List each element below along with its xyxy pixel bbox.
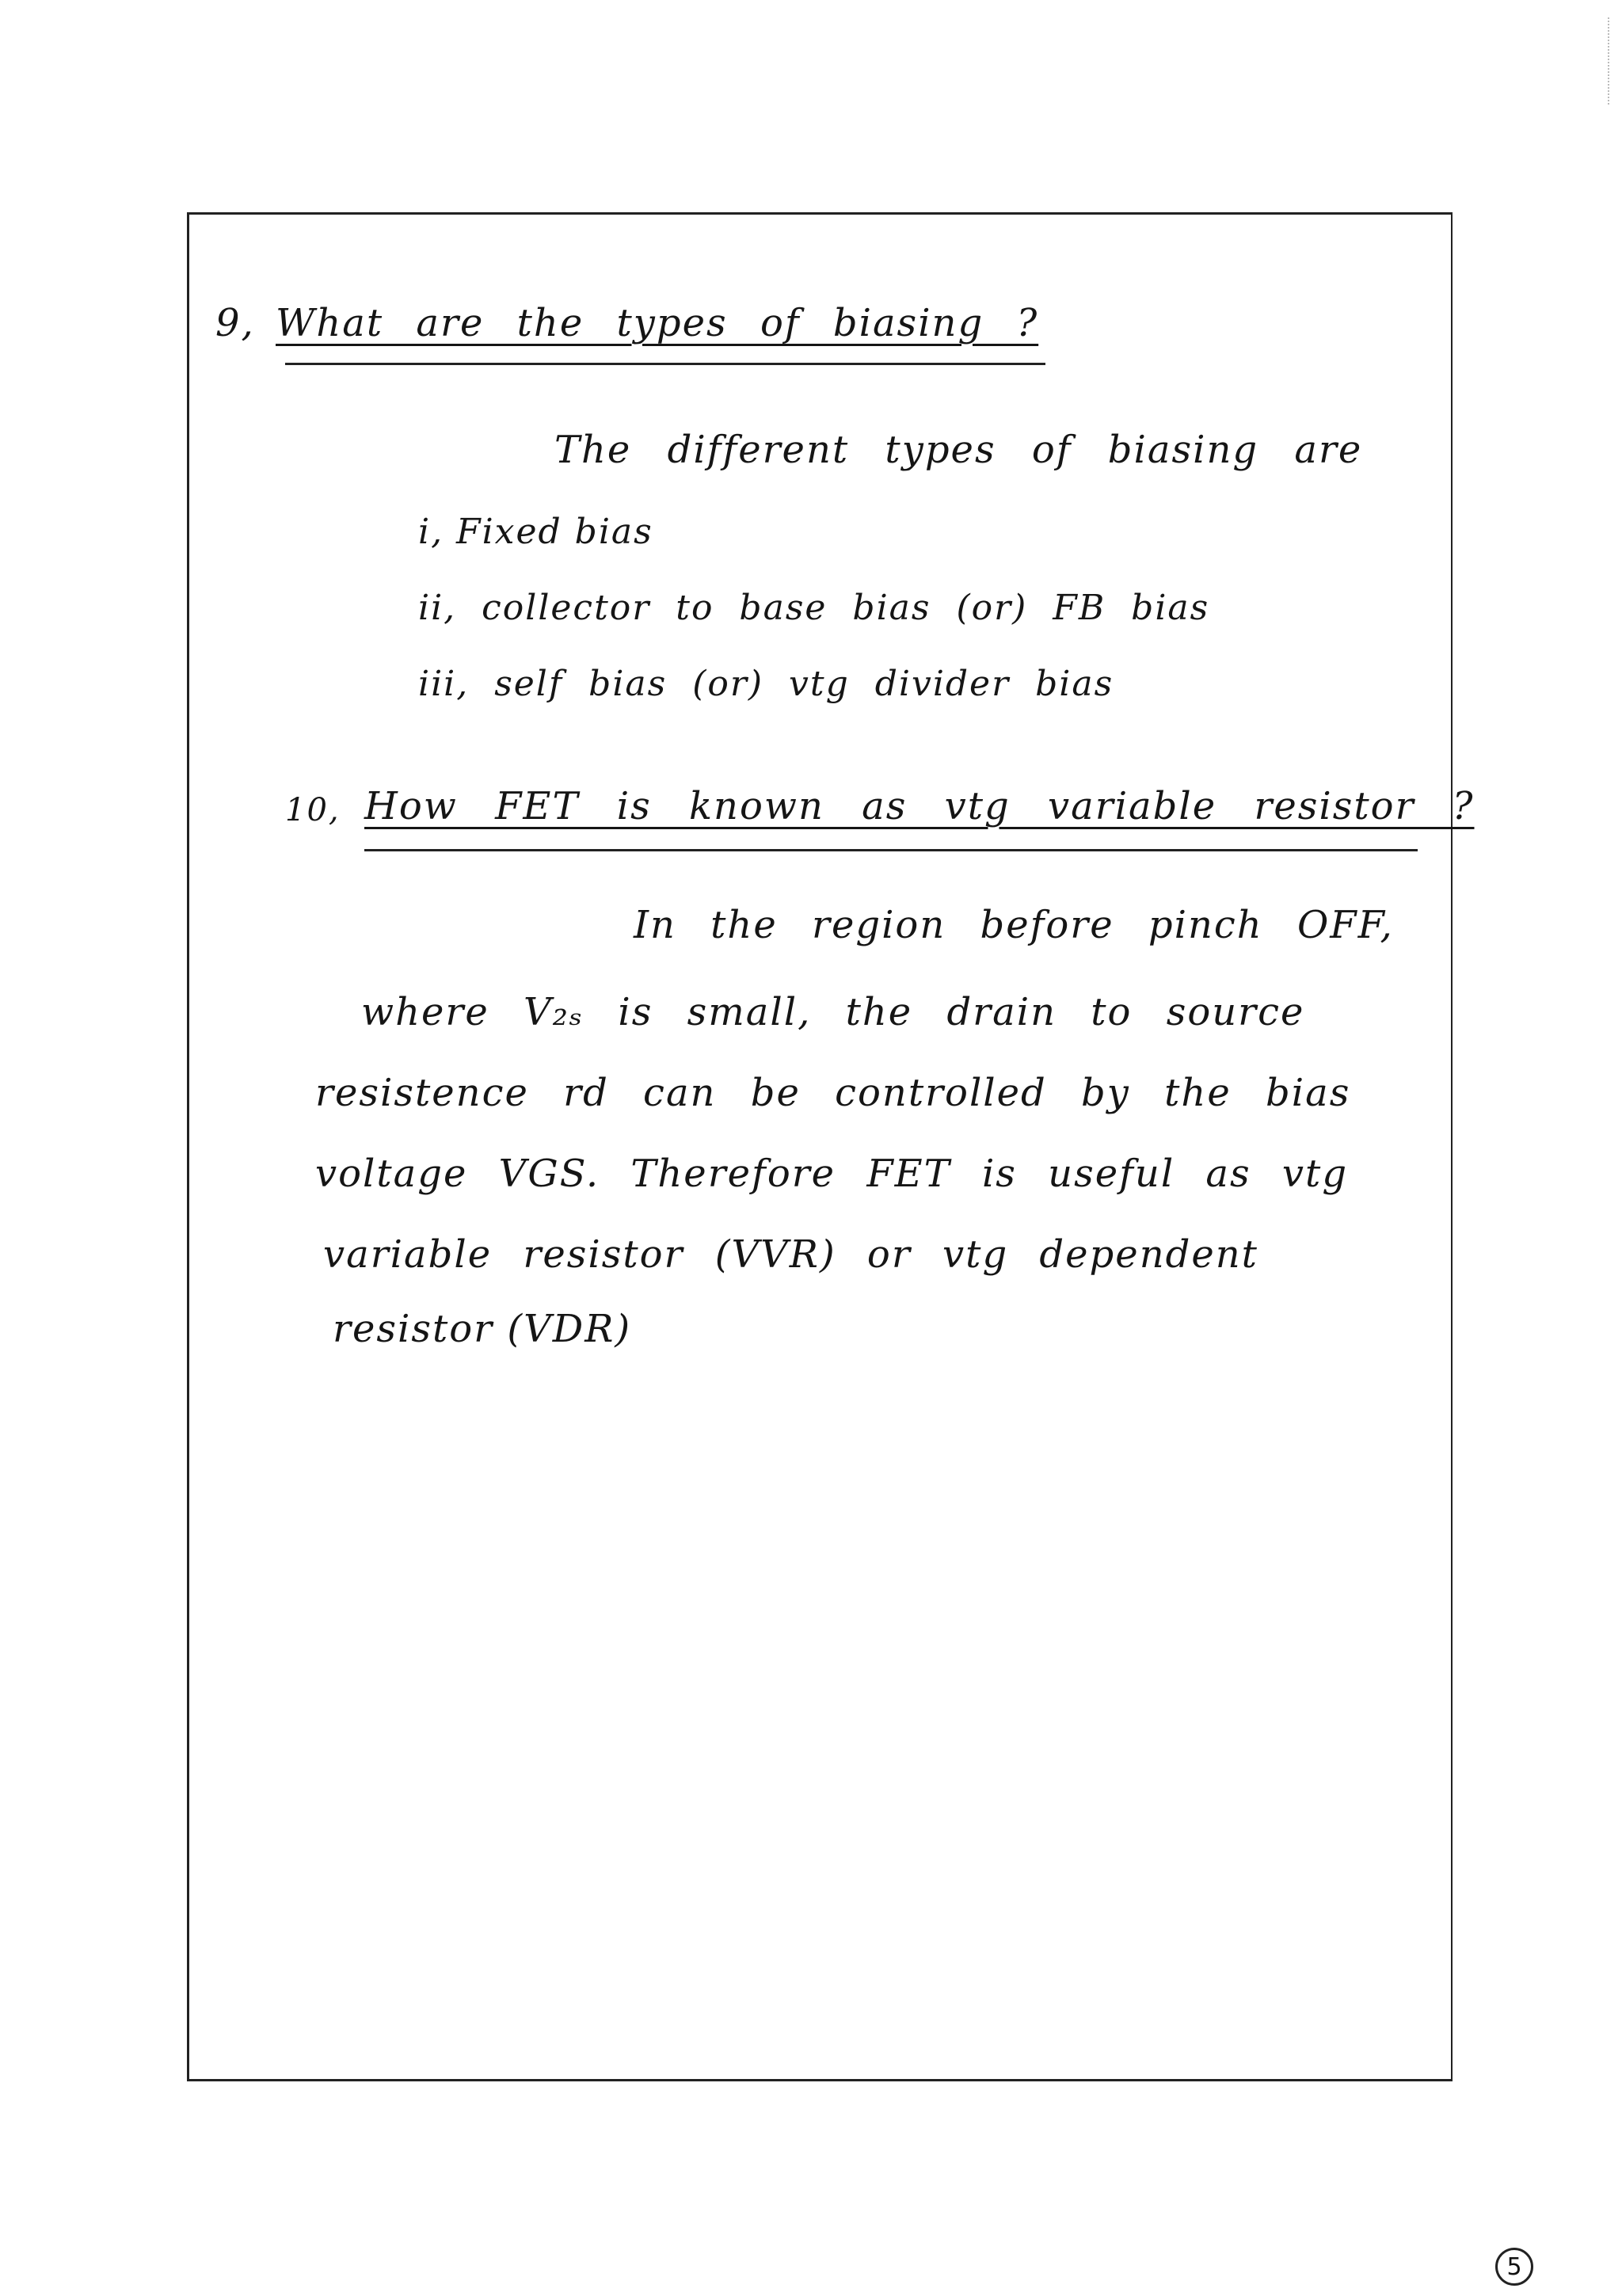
page-number-badge: 5	[1495, 2248, 1533, 2286]
answer-10-line-1: In the region before pinch OFF,	[634, 903, 1394, 947]
question-9-intro: The different types of biasing are	[554, 428, 1363, 472]
question-10-text: How FET is known as vtg variable resistor ?	[364, 784, 1475, 828]
answer-10-line-6: resistor (VDR)	[333, 1307, 632, 1351]
answer-10-line-2: where V₂ₛ is small, the drain to source	[361, 990, 1305, 1034]
question-9-number: 9,	[215, 301, 255, 345]
answer-10-line-5: variable resistor (VVR) or vtg dependent	[323, 1232, 1258, 1277]
question-9-double-underline	[285, 363, 1045, 365]
answer-sheet-border	[187, 212, 1453, 2081]
answer-10-line-3: resistence rd can be controlled by the bias	[315, 1071, 1351, 1115]
question-9-item-3: iii, self bias (or) vtg divider bias	[418, 664, 1114, 704]
question-10-number: 10,	[285, 792, 341, 828]
question-9-item-2: ii, collector to base bias (or) FB bias	[418, 588, 1210, 628]
answer-10-line-4: voltage VGS. Therefore FET is useful as vtg	[315, 1152, 1349, 1196]
scan-edge-marks	[1608, 17, 1614, 105]
question-9-text: What are the types of biasing ?	[276, 301, 1039, 345]
question-10-double-underline	[364, 849, 1418, 851]
question-9-item-1: i, Fixed bias	[418, 512, 653, 552]
